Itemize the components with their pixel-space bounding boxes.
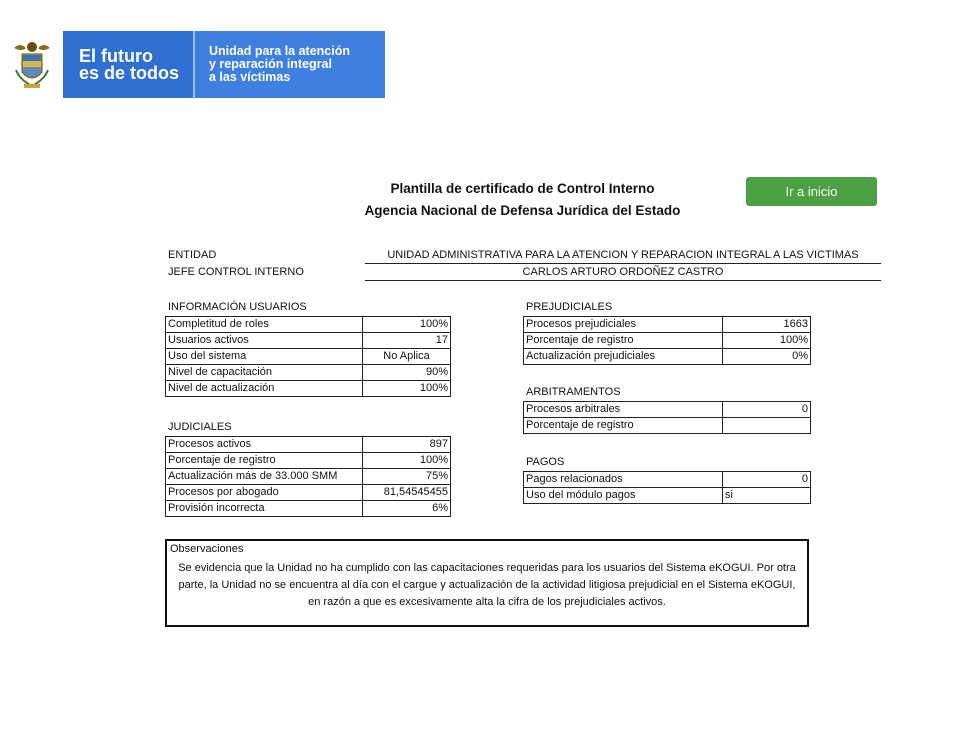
table-row	[166, 501, 451, 517]
title-line1: Plantilla de certificado de Control Interno	[390, 181, 655, 196]
row-label: Porcentaje de registro	[166, 453, 363, 469]
table-row	[166, 365, 451, 381]
row-value: 90%	[363, 365, 451, 381]
row-label: Porcentaje de registro	[524, 418, 723, 434]
unidad-logo-text	[195, 31, 385, 98]
header-banner	[0, 31, 385, 98]
usuarios-table	[165, 316, 451, 397]
table-row	[524, 333, 811, 349]
row-label: Uso del sistema	[166, 349, 363, 365]
row-value: 6%	[363, 501, 451, 517]
entidad-label: ENTIDAD	[168, 249, 217, 261]
row-value: 100%	[363, 317, 451, 333]
table-row	[166, 349, 451, 365]
pagos-heading: PAGOS	[526, 456, 565, 468]
futuro-line2: es de todos	[79, 62, 180, 83]
row-label: Nivel de actualización	[166, 381, 363, 397]
jefe-value: CARLOS ARTURO ORDOÑEZ CASTRO	[365, 265, 881, 281]
unidad-line3: a las víctimas	[209, 70, 291, 84]
colombia-coat-of-arms-icon	[10, 40, 54, 90]
table-row	[524, 488, 811, 504]
jefe-label: JEFE CONTROL INTERNO	[168, 266, 304, 278]
row-label: Procesos por abogado	[166, 485, 363, 501]
row-value: 0	[723, 472, 811, 488]
row-value: 0	[723, 402, 811, 418]
row-label: Provisión incorrecta	[166, 501, 363, 517]
arbitramentos-table	[523, 401, 811, 434]
observaciones-box	[165, 539, 809, 627]
table-row	[166, 469, 451, 485]
pagos-table	[523, 471, 811, 504]
row-value: si	[723, 488, 811, 504]
table-row	[166, 381, 451, 397]
row-label: Procesos arbitrales	[524, 402, 723, 418]
row-value: 100%	[363, 381, 451, 397]
observaciones-title: Observaciones	[170, 543, 244, 555]
usuarios-heading: INFORMACIÓN USUARIOS	[168, 301, 307, 313]
row-value: 75%	[363, 469, 451, 485]
unidad-line2: y reparación integral	[209, 57, 332, 71]
row-label: Porcentaje de registro	[524, 333, 723, 349]
row-value: 100%	[723, 333, 811, 349]
table-row	[524, 317, 811, 333]
row-value	[723, 418, 811, 434]
table-row	[166, 333, 451, 349]
row-label: Procesos prejudiciales	[524, 317, 723, 333]
table-row	[524, 472, 811, 488]
seal-container	[0, 31, 63, 98]
table-row	[524, 402, 811, 418]
table-row	[524, 349, 811, 365]
table-row	[166, 437, 451, 453]
judiciales-heading: JUDICIALES	[168, 421, 232, 433]
row-value: 0%	[723, 349, 811, 365]
table-row	[166, 485, 451, 501]
entidad-value: UNIDAD ADMINISTRATIVA PARA LA ATENCION Y REPARACION INTEGRAL A LAS VICTIMAS	[365, 248, 881, 264]
judiciales-table	[165, 436, 451, 517]
row-label: Nivel de capacitación	[166, 365, 363, 381]
table-row	[166, 317, 451, 333]
row-value: 100%	[363, 453, 451, 469]
table-row	[524, 418, 811, 434]
prejudiciales-table	[523, 316, 811, 365]
row-label: Usuarios activos	[166, 333, 363, 349]
row-label: Procesos activos	[166, 437, 363, 453]
row-value: No Aplica	[363, 349, 451, 365]
prejudiciales-heading: PREJUDICIALES	[526, 301, 613, 313]
title-line2: Agencia Nacional de Defensa Jurídica del Estado	[364, 203, 681, 218]
arbitramentos-heading: ARBITRAMENTOS	[526, 386, 621, 398]
row-value: 1663	[723, 317, 811, 333]
row-label: Pagos relacionados	[524, 472, 723, 488]
row-value: 81,54545455	[363, 485, 451, 501]
el-futuro-logo	[63, 31, 193, 98]
row-label: Actualización más de 33.000 SMM	[166, 469, 363, 485]
row-label: Completitud de roles	[166, 317, 363, 333]
go-home-button[interactable]: Ir a inicio	[746, 177, 877, 206]
futuro-line1: El futuro	[79, 45, 153, 66]
row-label: Uso del módulo pagos	[524, 488, 723, 504]
table-row	[166, 453, 451, 469]
observaciones-text: Se evidencia que la Unidad no ha cumplido con las capacitaciones requeridas para los usuarios del Sistema eKOGUI. Por otra parte, la Unidad no se encuentra al día con el cargue y actualización de la actividad litigiosa prejudicial en el Sistema eKOGUI, en razón a que es excesivamente alta la cifra de los prejudiciales activos.	[178, 562, 796, 608]
unidad-line1: Unidad para la atención	[209, 44, 351, 58]
row-label: Actualización prejudiciales	[524, 349, 723, 365]
row-value: 897	[363, 437, 451, 453]
row-value: 17	[363, 333, 451, 349]
